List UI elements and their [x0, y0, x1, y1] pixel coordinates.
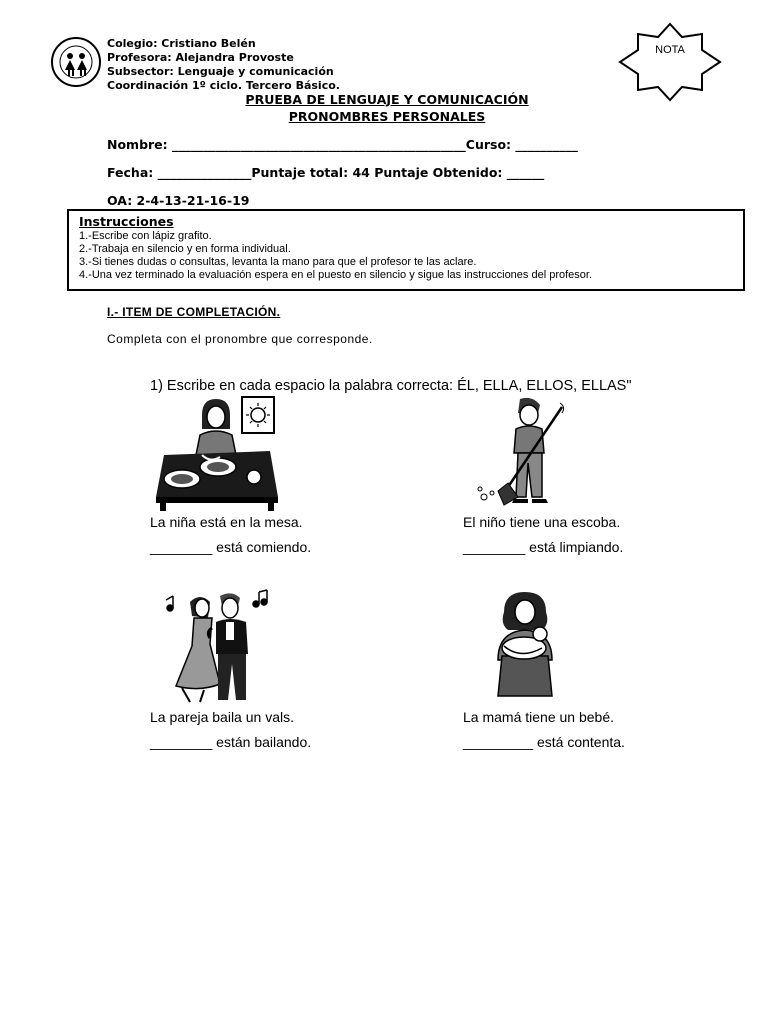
school-logo	[50, 36, 102, 88]
oa-text: OA: 2-4-13-21-16-19	[107, 193, 250, 208]
instruction-item: 2.-Trabaja en silencio y en forma individual.	[79, 243, 291, 255]
nota-label: NOTA	[655, 44, 685, 56]
answer-line-4[interactable]: _________ está contenta.	[463, 734, 625, 750]
fecha-puntaje-field[interactable]: Fecha: _______________Puntaje total: 44 Puntaje Obtenido: ______	[107, 165, 545, 180]
mother-baby-illustration	[490, 590, 560, 700]
header-subject: Subsector: Lenguaje y comunicación	[107, 65, 334, 78]
girl-eating-illustration	[150, 393, 282, 513]
sentence-4: La mamá tiene un bebé.	[463, 709, 614, 725]
section-instruction: Completa con el pronombre que corresponde.	[107, 332, 373, 346]
nota-star-badge	[618, 22, 722, 102]
answer-line-2[interactable]: ________ está limpiando.	[463, 539, 624, 555]
header-coordination: Coordinación 1º ciclo. Tercero Básico.	[107, 79, 340, 92]
boy-sweeping-illustration	[470, 393, 570, 507]
instructions-box	[67, 209, 745, 291]
sentence-2: El niño tiene una escoba.	[463, 514, 621, 530]
header-school: Colegio: Cristiano Belén	[107, 37, 256, 50]
answer-line-1[interactable]: ________ está comiendo.	[150, 539, 312, 555]
sentence-1: La niña está en la mesa.	[150, 514, 303, 530]
nombre-curso-field[interactable]: Nombre: _______________________________________________Curso: __________	[107, 137, 578, 152]
exercise-prompt: 1) Escribe en cada espacio la palabra correcta: ÉL, ELLA, ELLOS, ELLAS"	[150, 378, 632, 394]
header-teacher: Profesora: Alejandra Provoste	[107, 51, 294, 64]
page-title: PRUEBA DE LENGUAJE Y COMUNICACIÓN	[245, 92, 529, 107]
instruction-item: 4.-Una vez terminado la evaluación espera en el puesto en silencio y sigue las instrucciones del profesor.	[79, 269, 593, 281]
page-subtitle: PRONOMBRES PERSONALES	[288, 109, 486, 124]
instruction-item: 1.-Escribe con lápiz grafito.	[79, 230, 212, 242]
instruction-item: 3.-Si tienes dudas o consultas, levanta la mano para que el profesor te las aclare.	[79, 256, 477, 268]
couple-dancing-illustration	[160, 588, 272, 706]
instructions-title: Instrucciones	[79, 214, 174, 229]
answer-line-3[interactable]: ________ están bailando.	[150, 734, 312, 750]
section-heading: I.- ITEM DE COMPLETACIÓN.	[107, 305, 281, 319]
sentence-3: La pareja baila un vals.	[150, 709, 294, 725]
